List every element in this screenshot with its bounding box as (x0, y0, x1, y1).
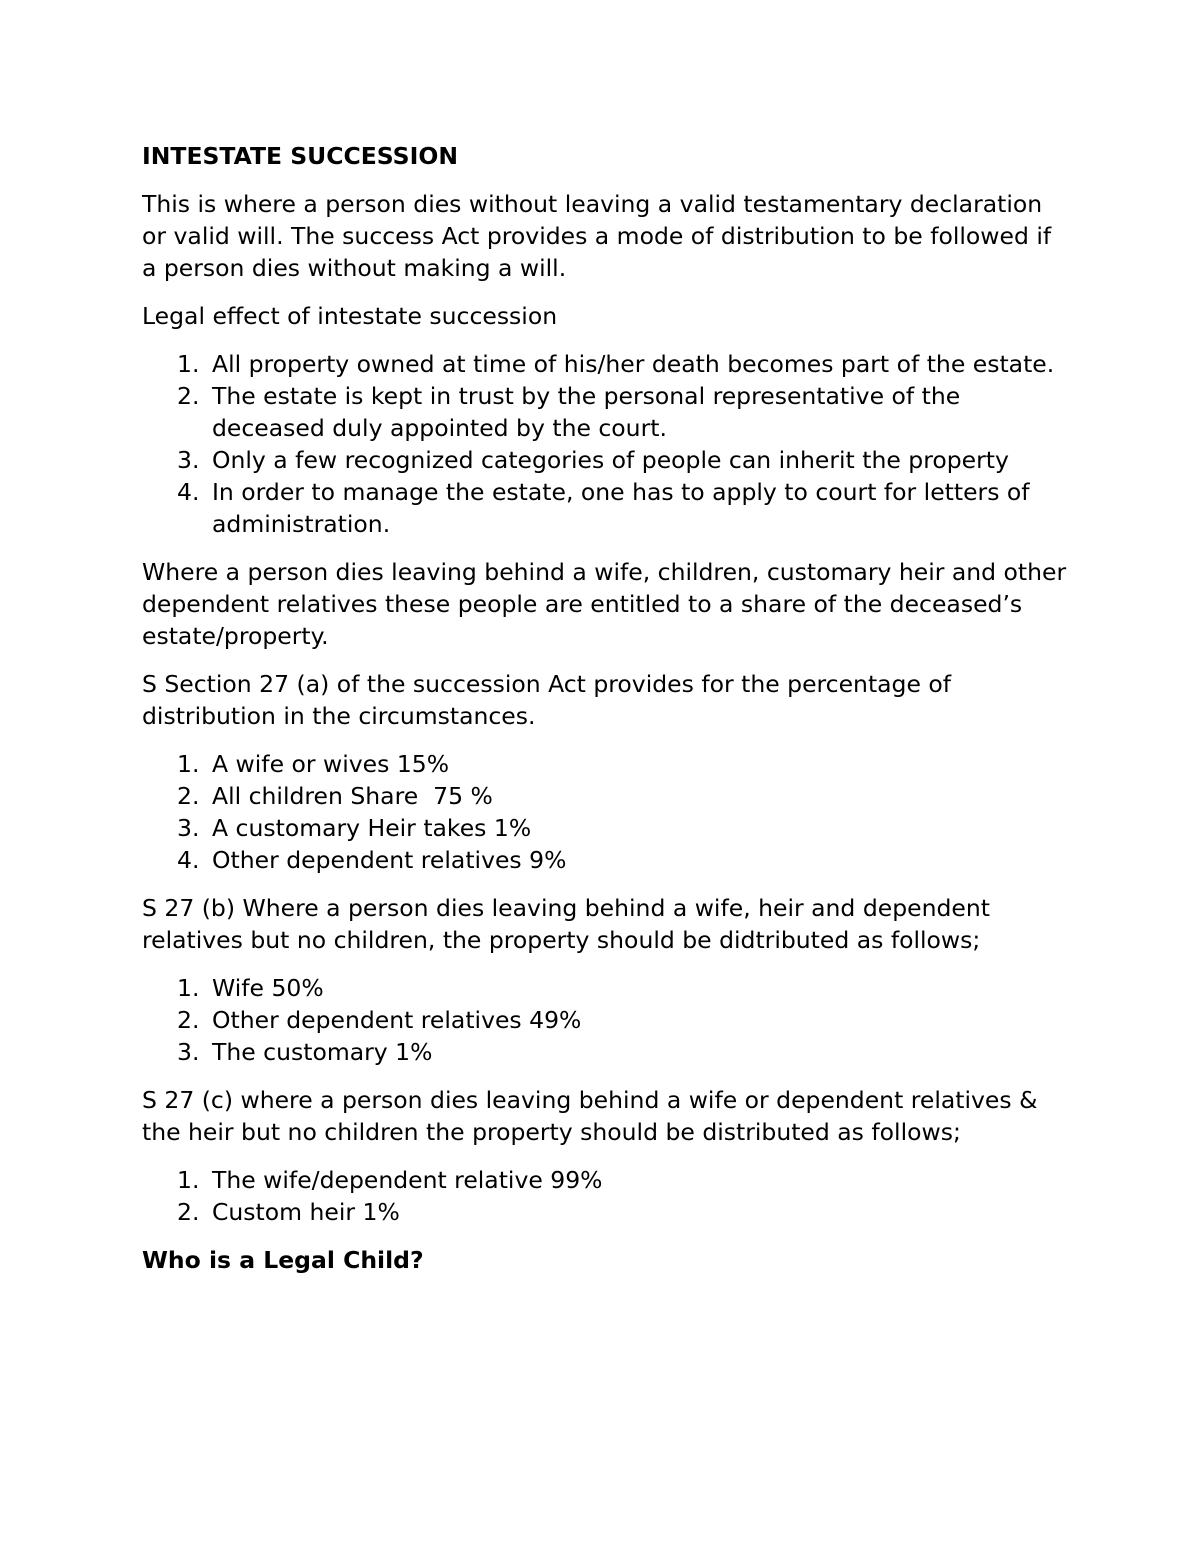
list-number: 2. (177, 782, 200, 810)
dependents-paragraph: Where a person dies leaving behind a wife, children, customary heir and other dependent relatives these people are entitled to a share of the deceased’s estate/property. (142, 558, 1067, 650)
list-item (142, 844, 1072, 876)
list-item (142, 348, 1072, 380)
list-item (142, 972, 1072, 1004)
section-27b-paragraph: S 27 (b) Where a person dies leaving behind a wife, heir and dependent relatives but no children, the property should be didtributed as follows; (142, 894, 990, 954)
list-item (142, 812, 1072, 844)
list-item (142, 1164, 1072, 1196)
list-item (142, 1036, 1072, 1068)
list-number: 1. (177, 350, 200, 378)
section-27c-paragraph: S 27 (c) where a person dies leaving behind a wife or dependent relatives & the heir but no children the property should be distributed as follows; (142, 1086, 1038, 1146)
list-number: 1. (177, 1166, 200, 1194)
list-item (142, 444, 1072, 476)
list-number: 1. (177, 974, 200, 1002)
list-text: Other dependent relatives 9% (212, 846, 567, 874)
list-number: 4. (177, 478, 200, 506)
list-item (142, 1196, 1072, 1228)
list-text: Other dependent relatives 49% (212, 1006, 582, 1034)
list-text: In order to manage the estate, one has to apply to court for letters of administration. (212, 478, 1030, 538)
list-item (142, 476, 1072, 540)
section-27a-list (142, 748, 1072, 876)
legal-effect-list (142, 348, 1072, 540)
section-27c-list (142, 1164, 1072, 1228)
list-item (142, 380, 1072, 444)
list-number: 3. (177, 446, 200, 474)
list-number: 3. (177, 1038, 200, 1066)
list-item (142, 780, 1072, 812)
list-text: All children Share 75 % (212, 782, 493, 810)
list-number: 4. (177, 846, 200, 874)
list-text: The estate is kept in trust by the personal representative of the deceased duly appointed by the court. (212, 382, 961, 442)
section-27b-list (142, 972, 1072, 1068)
document-page (142, 140, 1072, 1276)
section-27a-paragraph: S Section 27 (a) of the succession Act provides for the percentage of distribution in the circumstances. (142, 670, 952, 730)
legal-effect-heading: Legal effect of intestate succession (142, 302, 558, 330)
legal-child-heading: Who is a Legal Child? (142, 1246, 424, 1274)
intro-paragraph: This is where a person dies without leaving a valid testamentary declaration or valid will. The success Act provides a mode of distribution to be followed if a person dies without making a will. (142, 190, 1052, 282)
list-item (142, 748, 1072, 780)
list-text: Wife 50% (212, 974, 324, 1002)
list-text: A customary Heir takes 1% (212, 814, 532, 842)
list-text: Only a few recognized categories of people can inherit the property (212, 446, 1009, 474)
list-number: 3. (177, 814, 200, 842)
list-number: 1. (177, 750, 200, 778)
page-title: INTESTATE SUCCESSION (142, 142, 458, 170)
list-text: All property owned at time of his/her death becomes part of the estate. (212, 350, 1055, 378)
list-item (142, 1004, 1072, 1036)
list-text: Custom heir 1% (212, 1198, 400, 1226)
list-number: 2. (177, 1006, 200, 1034)
list-number: 2. (177, 1198, 200, 1226)
list-text: The wife/dependent relative 99% (212, 1166, 603, 1194)
list-text: The customary 1% (212, 1038, 433, 1066)
list-number: 2. (177, 382, 200, 410)
list-text: A wife or wives 15% (212, 750, 450, 778)
